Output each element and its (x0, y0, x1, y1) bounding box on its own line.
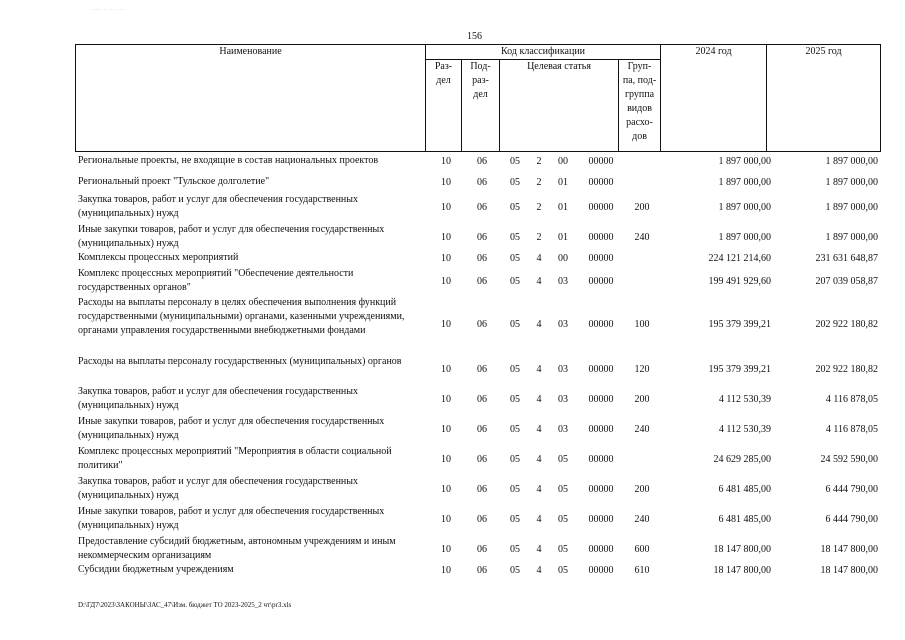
row-cs1-cell: 05 (510, 156, 520, 167)
row-podrazdel-cell: 06 (477, 177, 487, 188)
row-cs2-cell: 2 (536, 156, 542, 167)
header-subsection: Под- раз- дел (462, 60, 500, 152)
row-y2025-cell: 6 444 790,00 (825, 514, 878, 525)
row-y2025-cell: 1 897 000,00 (825, 156, 878, 167)
row-cs2-cell: 4 (536, 276, 542, 287)
row-cs3-cell: 03 (558, 424, 568, 435)
row-y2024-cell: 199 491 929,60 (708, 276, 771, 287)
row-razdel-cell: 10 (441, 484, 451, 495)
table-row (78, 415, 878, 443)
row-cs2-cell: 4 (536, 484, 542, 495)
row-name: Региональные проекты, не входящие в состав национальных проектов (78, 155, 379, 166)
row-cs2-cell: 4 (536, 565, 542, 576)
row-podrazdel-cell: 06 (477, 454, 487, 465)
row-y2024-cell: 1 897 000,00 (718, 156, 771, 167)
top-scrap-text: ...... .. .. . .... (92, 7, 126, 12)
row-y2024-cell: 6 481 485,00 (718, 514, 771, 525)
row-cs2-cell: 4 (536, 424, 542, 435)
row-cs3-cell: 00 (558, 156, 568, 167)
row-y2024-cell: 18 147 800,00 (713, 565, 771, 576)
row-cs3-cell: 01 (558, 177, 568, 188)
row-cs2-cell: 4 (536, 454, 542, 465)
table-row (78, 355, 878, 383)
table-row (78, 445, 878, 473)
row-razdel-cell: 10 (441, 232, 451, 243)
row-cs1-cell: 05 (510, 202, 520, 213)
row-cs4-cell: 00000 (588, 565, 614, 576)
row-razdel-cell: 10 (441, 454, 451, 465)
table-row (78, 535, 878, 563)
row-razdel-cell: 10 (441, 319, 451, 330)
header-section: Раз- дел (426, 60, 462, 152)
row-podrazdel-cell: 06 (477, 565, 487, 576)
row-y2025-cell: 6 444 790,00 (825, 484, 878, 495)
row-y2024-cell: 24 629 285,00 (713, 454, 771, 465)
table-row (78, 296, 878, 352)
row-cs3-cell: 05 (558, 514, 568, 525)
row-y2024-cell: 1 897 000,00 (718, 202, 771, 213)
row-vr-cell: 240 (634, 514, 650, 525)
row-cs1-cell: 05 (510, 319, 520, 330)
row-y2025-cell: 202 922 180,82 (815, 319, 878, 330)
row-name: Комплекс процессных мероприятий "Обеспечение деятельности государственных органов" (78, 268, 354, 293)
row-cs4-cell: 00000 (588, 544, 614, 555)
table-row (78, 505, 878, 533)
row-name: Расходы на выплаты персоналу в целях обеспечения выполнения функций государственными (муниципальными) органами, казенными учреждениями, органами управления государственными внебюджетными фондами (78, 297, 405, 336)
row-cs3-cell: 05 (558, 544, 568, 555)
row-name: Иные закупки товаров, работ и услуг для обеспечения государственных (муниципальных) нужд (78, 224, 385, 249)
row-podrazdel-cell: 06 (477, 544, 487, 555)
row-cs4-cell: 00000 (588, 202, 614, 213)
row-cs4-cell: 00000 (588, 177, 614, 188)
row-cs1-cell: 05 (510, 544, 520, 555)
row-razdel-cell: 10 (441, 202, 451, 213)
row-vr-cell: 120 (634, 364, 650, 375)
row-podrazdel-cell: 06 (477, 232, 487, 243)
row-cs3-cell: 03 (558, 319, 568, 330)
row-cs3-cell: 05 (558, 454, 568, 465)
row-razdel-cell: 10 (441, 565, 451, 576)
row-name: Региональный проект "Тульское долголетие" (78, 176, 270, 187)
table-row (78, 223, 878, 251)
row-cs4-cell: 00000 (588, 232, 614, 243)
row-name: Комплекс процессных мероприятий "Мероприятия в области социальной политики" (78, 446, 392, 471)
page-number: 156 (467, 31, 482, 42)
row-y2024-cell: 18 147 800,00 (713, 544, 771, 555)
table-header (75, 44, 881, 152)
row-podrazdel-cell: 06 (477, 319, 487, 330)
row-razdel-cell: 10 (441, 364, 451, 375)
row-name: Субсидии бюджетным учреждениям (78, 564, 234, 575)
table-row (78, 563, 878, 577)
row-cs3-cell: 01 (558, 232, 568, 243)
row-y2024-cell: 4 112 530,39 (718, 424, 771, 435)
row-y2025-cell: 24 592 590,00 (820, 454, 878, 465)
row-cs1-cell: 05 (510, 565, 520, 576)
row-cs1-cell: 05 (510, 276, 520, 287)
row-cs4-cell: 00000 (588, 514, 614, 525)
row-cs3-cell: 01 (558, 202, 568, 213)
row-podrazdel-cell: 06 (477, 276, 487, 287)
header-target-article: Целевая статья (500, 60, 619, 152)
row-cs1-cell: 05 (510, 454, 520, 465)
table-row (78, 475, 878, 503)
row-name: Закупка товаров, работ и услуг для обеспечения государственных (муниципальных) нужд (78, 194, 359, 219)
row-y2025-cell: 1 897 000,00 (825, 202, 878, 213)
row-podrazdel-cell: 06 (477, 364, 487, 375)
row-y2024-cell: 1 897 000,00 (718, 232, 771, 243)
row-podrazdel-cell: 06 (477, 253, 487, 264)
row-podrazdel-cell: 06 (477, 514, 487, 525)
row-cs3-cell: 03 (558, 364, 568, 375)
row-name: Расходы на выплаты персоналу государственных (муниципальных) органов (78, 356, 402, 367)
row-cs2-cell: 4 (536, 253, 542, 264)
row-cs4-cell: 00000 (588, 156, 614, 167)
header-code: Код классификации (426, 45, 661, 60)
row-y2024-cell: 195 379 399,21 (708, 364, 771, 375)
row-y2024-cell: 195 379 399,21 (708, 319, 771, 330)
row-cs3-cell: 05 (558, 484, 568, 495)
row-cs4-cell: 00000 (588, 276, 614, 287)
row-razdel-cell: 10 (441, 276, 451, 287)
row-name: Комплексы процессных мероприятий (78, 252, 239, 263)
row-name: Иные закупки товаров, работ и услуг для обеспечения государственных (муниципальных) нужд (78, 416, 385, 441)
row-razdel-cell: 10 (441, 514, 451, 525)
row-vr-cell: 240 (634, 232, 650, 243)
row-name: Предоставление субсидий бюджетным, автономным учреждениям и иным некоммерческим организациям (78, 536, 396, 561)
header-year-2025: 2025 год (767, 45, 881, 152)
row-cs2-cell: 4 (536, 364, 542, 375)
header-name: Наименование (76, 45, 426, 152)
row-vr-cell: 240 (634, 424, 650, 435)
row-cs4-cell: 00000 (588, 424, 614, 435)
row-podrazdel-cell: 06 (477, 156, 487, 167)
row-cs2-cell: 2 (536, 232, 542, 243)
row-y2025-cell: 231 631 648,87 (815, 253, 878, 264)
row-cs1-cell: 05 (510, 394, 520, 405)
row-cs3-cell: 03 (558, 276, 568, 287)
row-y2025-cell: 18 147 800,00 (820, 565, 878, 576)
row-cs1-cell: 05 (510, 253, 520, 264)
row-vr-cell: 610 (634, 565, 650, 576)
row-name: Закупка товаров, работ и услуг для обеспечения государственных (муниципальных) нужд (78, 476, 359, 501)
row-y2024-cell: 6 481 485,00 (718, 484, 771, 495)
row-y2025-cell: 4 116 878,05 (825, 394, 878, 405)
row-y2024-cell: 4 112 530,39 (718, 394, 771, 405)
row-razdel-cell: 10 (441, 253, 451, 264)
row-cs2-cell: 2 (536, 202, 542, 213)
table-row (78, 251, 878, 265)
row-vr-cell: 200 (634, 202, 650, 213)
header-year-2024: 2024 год (661, 45, 767, 152)
table-row (78, 175, 878, 189)
row-cs4-cell: 00000 (588, 364, 614, 375)
row-cs4-cell: 00000 (588, 454, 614, 465)
row-cs2-cell: 4 (536, 319, 542, 330)
table-row (78, 385, 878, 413)
row-razdel-cell: 10 (441, 424, 451, 435)
row-y2025-cell: 1 897 000,00 (825, 232, 878, 243)
row-razdel-cell: 10 (441, 544, 451, 555)
table-row (78, 154, 878, 168)
row-cs1-cell: 05 (510, 364, 520, 375)
row-cs4-cell: 00000 (588, 253, 614, 264)
row-vr-cell: 600 (634, 544, 650, 555)
table-row (78, 193, 878, 221)
row-cs1-cell: 05 (510, 514, 520, 525)
row-cs3-cell: 03 (558, 394, 568, 405)
row-y2024-cell: 224 121 214,60 (708, 253, 771, 264)
table-row (78, 267, 878, 295)
row-cs2-cell: 4 (536, 394, 542, 405)
row-cs1-cell: 05 (510, 424, 520, 435)
row-y2024-cell: 1 897 000,00 (718, 177, 771, 188)
row-cs4-cell: 00000 (588, 319, 614, 330)
row-cs3-cell: 05 (558, 565, 568, 576)
row-vr-cell: 200 (634, 484, 650, 495)
row-name: Иные закупки товаров, работ и услуг для обеспечения государственных (муниципальных) нужд (78, 506, 385, 531)
row-razdel-cell: 10 (441, 156, 451, 167)
row-cs2-cell: 2 (536, 177, 542, 188)
header-expense-group: Груп- па, под- группа видов расхо- дов (619, 60, 661, 152)
row-razdel-cell: 10 (441, 177, 451, 188)
footer-path: D:\ГД7\2023\ЗАКОНЫ\ЗАС_47\Изм. бюджет ТО 2023-2025_2 чт\pr3.xls (78, 601, 292, 609)
row-cs1-cell: 05 (510, 177, 520, 188)
row-cs4-cell: 00000 (588, 484, 614, 495)
row-podrazdel-cell: 06 (477, 484, 487, 495)
row-cs3-cell: 00 (558, 253, 568, 264)
row-y2025-cell: 207 039 058,87 (815, 276, 878, 287)
row-cs2-cell: 4 (536, 514, 542, 525)
row-y2025-cell: 4 116 878,05 (825, 424, 878, 435)
row-vr-cell: 200 (634, 394, 650, 405)
row-vr-cell: 100 (634, 319, 650, 330)
row-cs1-cell: 05 (510, 484, 520, 495)
row-podrazdel-cell: 06 (477, 424, 487, 435)
row-y2025-cell: 18 147 800,00 (820, 544, 878, 555)
row-cs4-cell: 00000 (588, 394, 614, 405)
row-podrazdel-cell: 06 (477, 394, 487, 405)
row-y2025-cell: 202 922 180,82 (815, 364, 878, 375)
row-razdel-cell: 10 (441, 394, 451, 405)
row-podrazdel-cell: 06 (477, 202, 487, 213)
row-name: Закупка товаров, работ и услуг для обеспечения государственных (муниципальных) нужд (78, 386, 359, 411)
row-cs1-cell: 05 (510, 232, 520, 243)
row-cs2-cell: 4 (536, 544, 542, 555)
row-y2025-cell: 1 897 000,00 (825, 177, 878, 188)
